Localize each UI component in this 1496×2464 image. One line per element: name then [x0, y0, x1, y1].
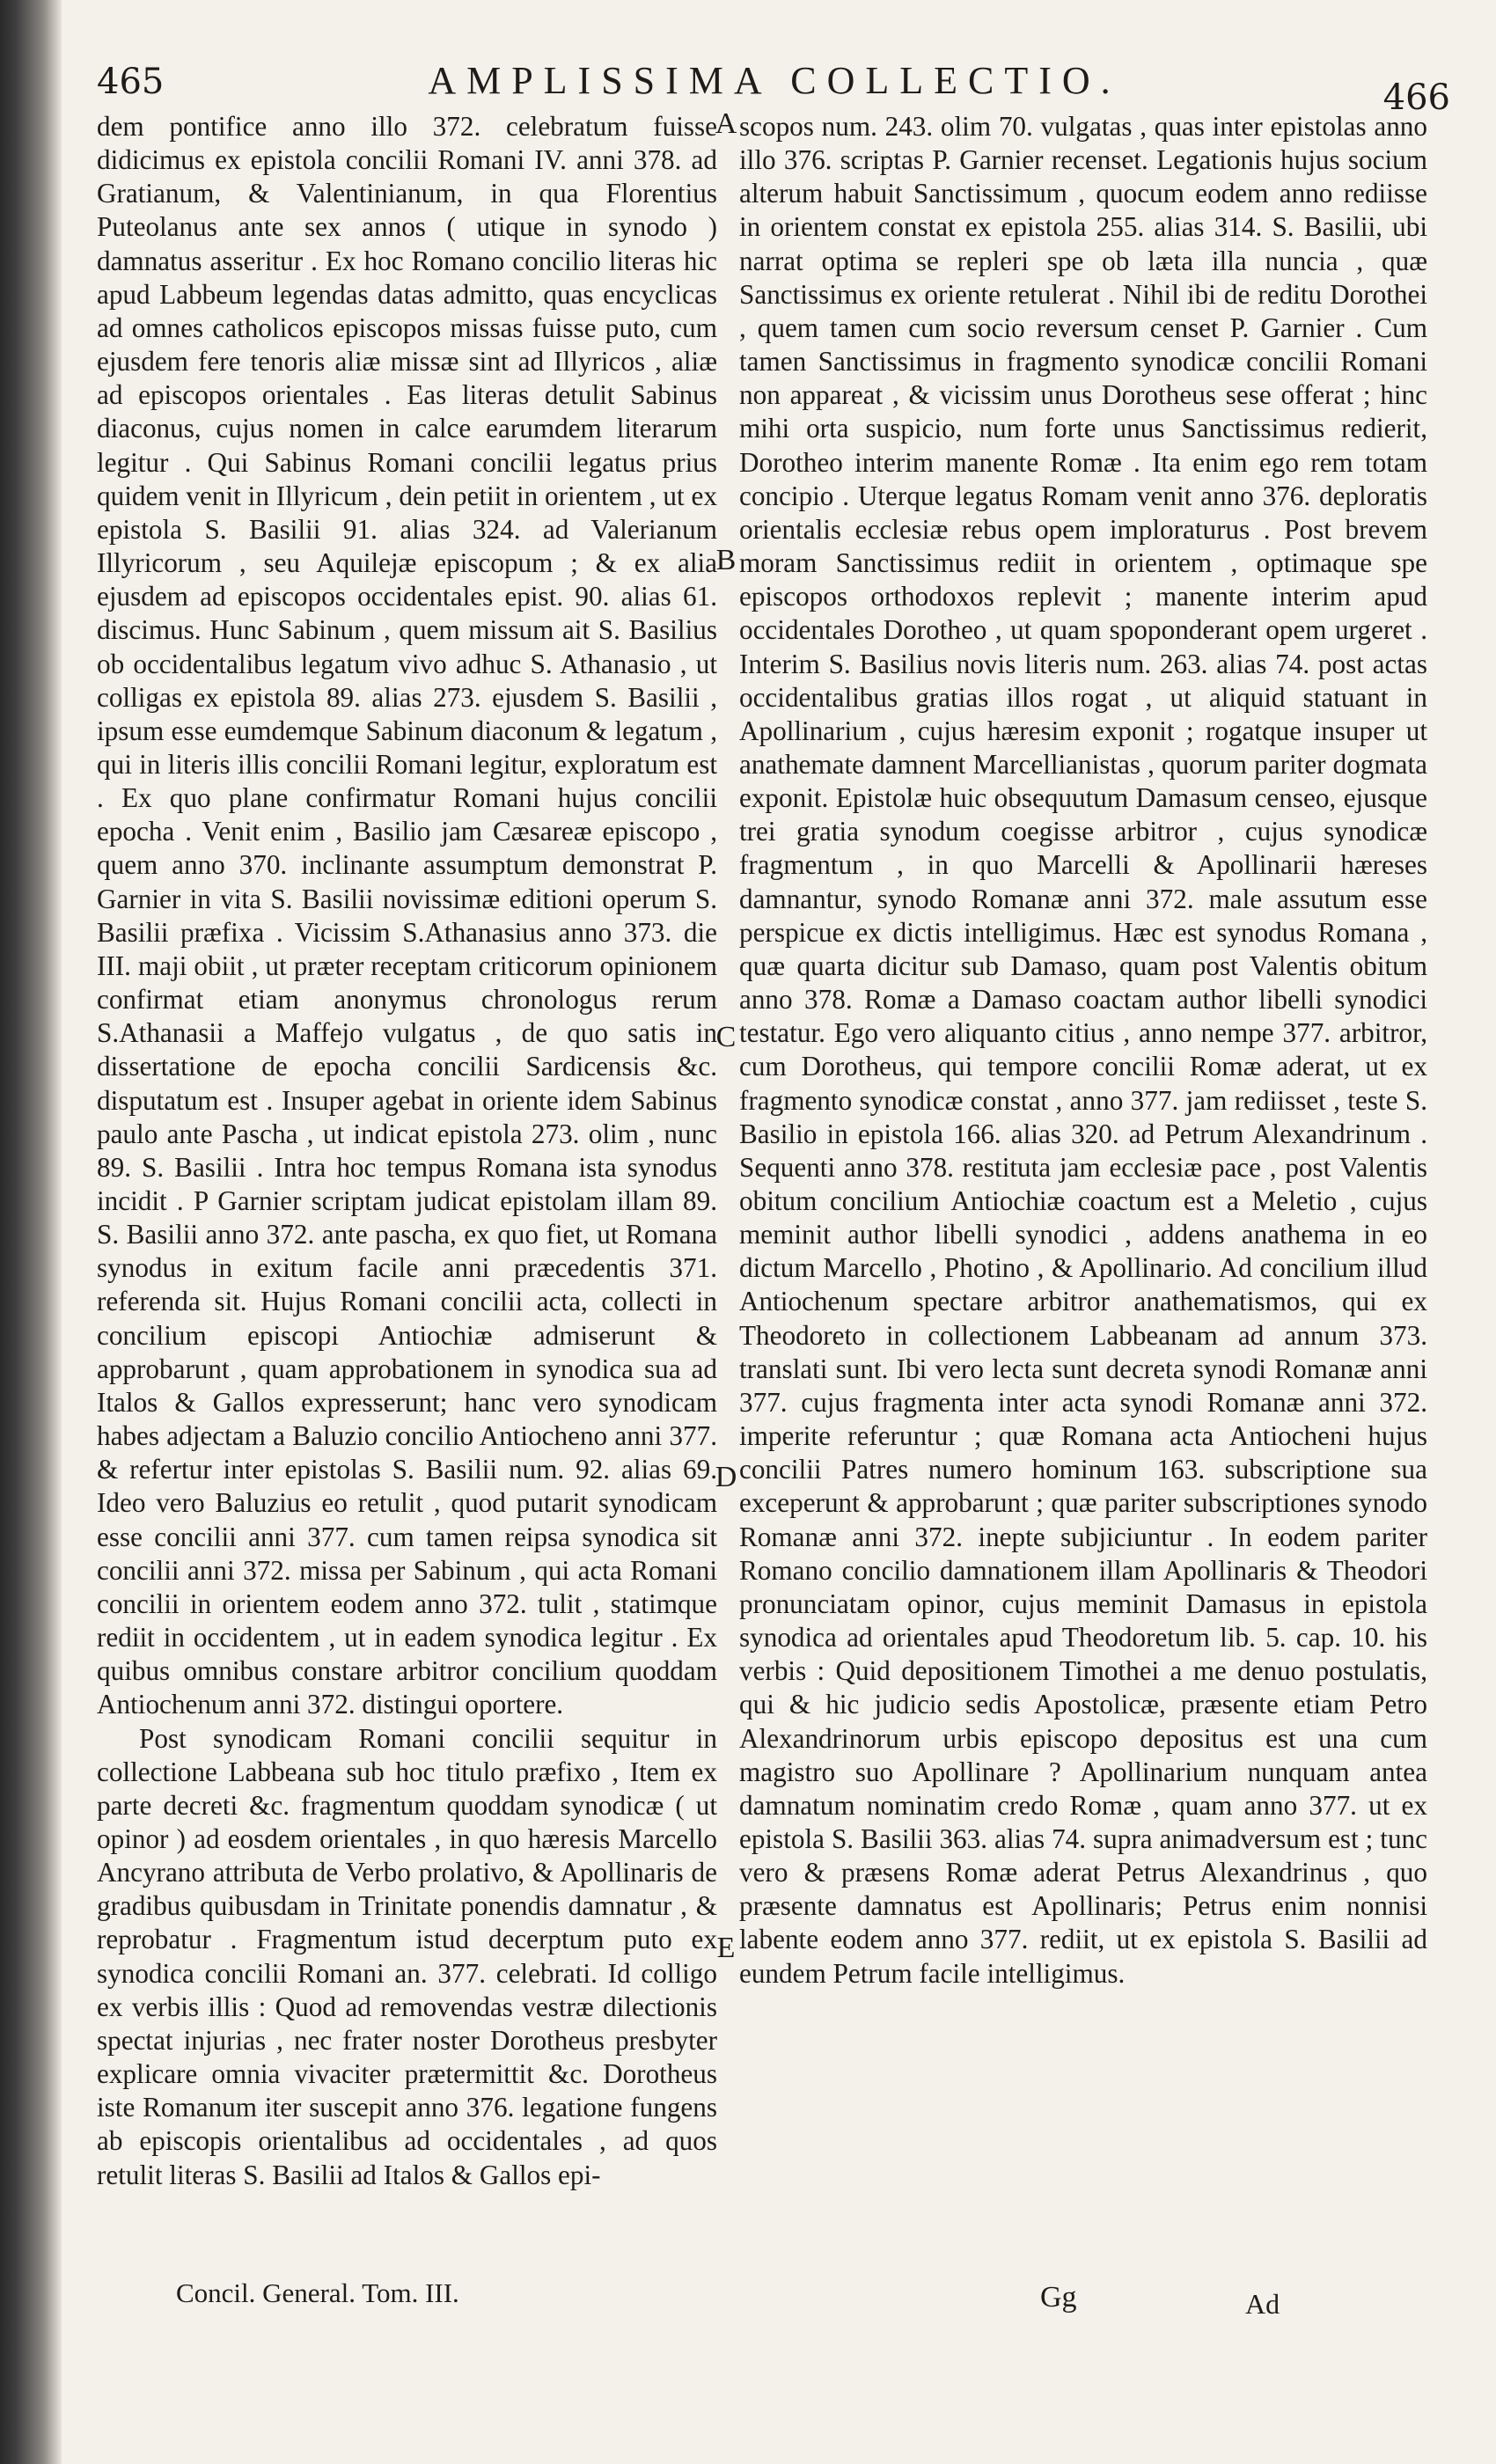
book-binding-edge [0, 0, 62, 2464]
section-marker-b: B [715, 544, 737, 576]
section-marker-a: A [715, 107, 737, 140]
left-column-paragraph-2: Post synodicam Romani concilii sequitur in collectione Labbeana sub hoc titulo præfixo , Item ex parte decreti &c. fragmentum quoddam synodicæ ( ut opinor ) ad eosdem orientales , in quo hæresis Marcello Ancyrano attributa de Verbo prolativo, & Apollinaris de gradibus quibusdam in Trinitate ponendis damnatur , & reprobatur . Fragmentum istud decerptum puto ex synodica concilii Romani an. 377. celebrati. Id colligo ex verbis illis : Quod ad removendas vestræ dilectionis spectat injurias , nec frater noster Dorotheus presbyter explicare omnia vivaciter prætermittit &c. Dorotheus iste Romanum iter suscepit anno 376. legatione fungens ab episcopis orientalibus ad occidentales , ad quos retulit literas S. Basilii ad Italos & Gallos epi- [97, 1722, 717, 2190]
section-marker-e: E [716, 1932, 736, 1964]
section-marker-c: C [715, 1021, 737, 1053]
running-title: AMPLISSIMA COLLECTIO. [428, 59, 1121, 102]
right-column-paragraph-1: scopos num. 243. olim 70. vulgatas , quas inter epistolas anno illo 376. scriptas P. Garnier recenset. Legationis hujus socium alterum habuit Sanctissimum , quocum eodem anno rediisse in orientem constat ex epistola 255. alias 314. S. Basilii, ubi narrat optima se repleri spe ob læta illa nuncia , quæ Sanctissimus ex oriente retulerat . Nihil ibi de reditu Dorothei , quem tamen cum socio reversum censet P. Garnier . Cum tamen Sanctissimus in fragmento synodicæ concilii Romani non appareat , & vicissim unus Dorotheus sese offerat ; hinc mihi orta suspicio, num forte unus Sanctissimus redierit, Dorotheo interim manente Romæ . Ita enim ego rem totam concipio . Uterque legatus Romam venit anno 376. deploratis orientalis ecclesiæ rebus opem imploraturus . Post brevem moram Sanctissimus rediit in orientem , optimaque spe episcopos orthodoxos replevit ; manente interim apud occidentales Dorotheo , ut quam spoponderant opem urgeret . Interim S. Basilius novis literis num. 263. alias 74. post actas occidentalibus gratias illos rogat , ut aliquid statuant in Apollinarium , cujus hæresim exponit ; rogatque insuper ut anathemate damnent Marcellianistas , quorum pariter dogmata exponit. Epistolæ huic obsequutum Damasum censeo, ejusque trei gratia synodum coegisse arbitror , cujus synodicæ fragmentum , in quo Marcelli & Apollinarii hæreses damnantur, synodo Romanæ anni 372. male assutum esse perspicue ex dictis intelligimus. Hæc est synodus Romana , quæ quarta dicitur sub Damaso, quam post Valentis obitum anno 378. Romæ a Damaso coactam author libelli synodici testatur. Ego vero aliquanto citius , anno nempe 377. arbitror, cum Dorotheus, qui tempore concilii Romæ aderat, ut ex fragmento synodicæ constat , anno 377. jam rediisset , teste S. Basilio in epistola 166. alias 320. ad Petrum Alexandrinum . Sequenti anno 378. restituta jam ecclesiæ pace , post Valentis obitum concilium Antiochiæ coactum est a Meletio , cujus meminit author libelli synodici , addens anathema in eo dictum Marcello , Photino , & Apollinario. Ad concilium illud Antiochenum spectare arbitror anathematismos, qui ex Theodoreto in collectionem Labbeanam ad annum 373. translati sunt. Ibi vero lecta sunt decreta synodi Romanæ anni 377. cujus fragmenta inter acta synodi Romanæ anni 372. imperite referuntur ; quæ Romana acta Antiocheni hujus concilii Patres numero hominum 163. subscriptione sua exceperunt & approbarunt ; quæ pariter subscriptiones synodo Romanæ anni 372. inepte subjiciuntur . In eodem pariter Romano concilio damnationem illam Apollinaris & Theodori pronunciatam opinor, cujus meminit Damasus in epistola synodica ad orientales apud Theodoretum lib. 5. cap. 10. his verbis : Quid depositionem Timothei a me denuo postulatis, qui & hic judicio sedis Apostolicæ, præsente etiam Petro Alexandrinorum urbis episcopo depositus est una cum magistro suo Apollinare ? Apollinarium nunquam antea damnatum nominatim credo Romæ , quam anno 377. ut ex epistola S. Basilii 363. alias 74. supra animadversum est ; tunc vero & præsens Romæ aderat Petrus Alexandrinus , quo præsente damnatus est Apollinaris; Petrus enim nonnisi labente eodem anno 377. rediit, ut ex epistola S. Basilii ad eundem Petrum facile intelligimus. [739, 111, 1427, 1989]
left-page-number: 465 [97, 62, 165, 102]
right-column [739, 110, 1427, 2275]
right-page-number: 466 [1382, 77, 1450, 118]
left-column-paragraph-1: dem pontifice anno illo 372. celebratum fuisse didicimus ex epistola concilii Romani IV. anni 378. ad Gratianum, & Valentinianum, in qua Florentius Puteolanus ante sex annos ( utique in synodo ) damnatus asseritur . Ex hoc Romano concilio literas hic apud Labbeum legendas datas admitto, quas encyclicas ad omnes catholicos episcopos missas fuisse puto, cum ejusdem fere tenoris aliæ missæ sint ad Illyricos , aliæ ad episcopos orientales . Eas literas detulit Sabinus diaconus, cujus nomen in calce earumdem literarum legitur . Qui Sabinus Romani concilii legatus prius quidem venit in Illyricum , dein petiit in orientem , ut ex epistola S. Basilii 91. alias 324. ad Valerianum Illyricorum , seu Aquilejæ episcopum ; & ex alia ejusdem ad episcopos occidentales epist. 90. alias 61. discimus. Hunc Sabinum , quem missum ait S. Basilius ob occidentalibus legatum vivo adhuc S. Athanasio , ut colligas ex epistola 89. alias 273. ejusdem S. Basilii , ipsum esse eumdemque Sabinum diaconum & legatum , qui in literis illis concilii Romani legitur, exploratum est . Ex quo plane confirmatur Romani hujus concilii epocha . Venit enim , Basilio jam Cæsareæ episcopo , quem anno 370. inclinante assumptum demonstrat P. Garnier in vita S. Basilii novissimæ editioni operum S. Basilii præfixa . Vicissim S.Athanasius anno 373. die III. maji obiit , ut præter receptam criticorum opinionem confirmat etiam anonymus chronologus rerum S.Athanasii a Maffejo vulgatus , de quo satis in dissertatione de epocha concilii Sardicensis &c. disputatum est . Insuper agebat in oriente idem Sabinus paulo ante Pascha , ut indicat epistola 273. olim , nunc 89. S. Basilii . Intra hoc tempus Romana ista synodus incidit . P Garnier scriptam judicat epistolam illam 89. S. Basilii anno 372. ante pascha, ex quo fiet, ut Romana synodus in exitum facile anni præcedentis 371. referenda sit. Hujus Romani concilii acta, collecti in concilium episcopi Antiochiæ admiserunt & approbarunt , quam approbationem in synodica sua ad Italos & Gallos expresserunt; hanc vero synodicam habes adjectam a Baluzio concilio Antiocheno anni 377. & refertur inter epistolas S. Basilii num. 92. alias 69. Ideo vero Baluzius eo retulit , quod putarit synodicam esse concilii anni 377. cum tamen reipsa synodica sit concilii anni 372. missa per Sabinum , qui acta Romani concilii in orientem eodem anno 372. tulit , statimque rediit in occidentem , ut in eadem synodica legitur . Ex quibus omnibus constare arbitror concilium quoddam Antiochenum anni 372. distingui oportere. [97, 111, 717, 1720]
section-marker-d: D [715, 1461, 737, 1493]
running-head [88, 58, 1461, 118]
left-column [97, 110, 717, 2275]
signature-mark: Gg [1040, 2281, 1077, 2314]
catchword: Ad [1245, 2288, 1280, 2320]
volume-footer: Concil. General. Tom. III. [176, 2277, 459, 2308]
